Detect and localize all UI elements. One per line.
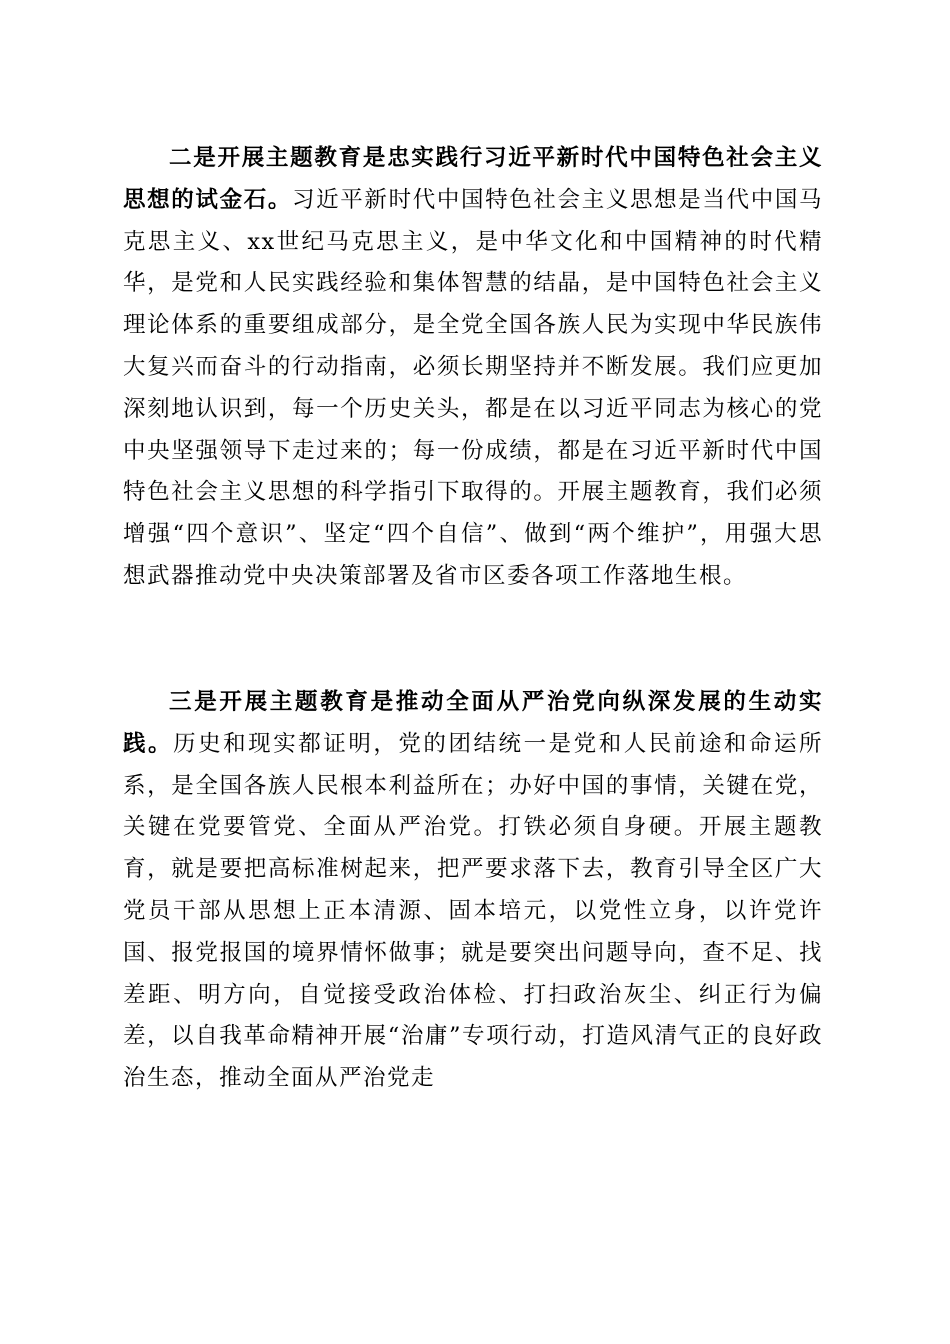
paragraph xyxy=(123,138,823,598)
paragraph-body: 历史和现实都证明，党的团结统一是党和人民前途和命运所系，是全国各族人民根本利益所在；办好中国的事情，关键在党，关键在党要管党、全面从严治党。打铁必须自身硬。开展主题教育，就是要把高标准树起来，把严要求落下去，教育引导全区广大党员干部从思想上正本清源、固本培元，以党性立身，以许党许国、报党报国的境界情怀做事；就是要突出问题导向，查不足、找差距、明方向，自觉接受政治体检、打扫政治灰尘、纠正行为偏差，以自我革命精神开展“治庸”专项行动，打造风清气正的良好政治生态，推动全面从严治党走 xyxy=(123,730,823,1092)
paragraph-lead: 二是开展主题教育是忠实践行习近平新时代中国特色社会主义思想的试金石。 xyxy=(123,145,823,213)
paragraph-block-2 xyxy=(123,682,823,1100)
paragraph-body: 习近平新时代中国特色社会主义思想是当代中国马克思主义、xx世纪马克思主义，是中华文化和中国精神的时代精华，是党和人民实践经验和集体智慧的结晶，是中国特色社会主义理论体系的重要组成部分，是全党全国各族人民为实现中华民族伟大复兴而奋斗的行动指南，必须长期坚持并不断发展。我们应更加深刻地认识到，每一个历史关头，都是在以习近平同志为核心的党中央坚强领导下走过来的；每一份成绩，都是在习近平新时代中国特色社会主义思想的科学指引下取得的。开展主题教育，我们必须增强“四个意识”、坚定“四个自信”、做到“两个维护”，用强大思想武器推动党中央决策部署及省市区委各项工作落地生根。 xyxy=(123,186,823,589)
paragraph-lead: 三是开展主题教育是推动全面从严治党向纵深发展的生动实践。 xyxy=(123,689,823,757)
paragraph-block-1 xyxy=(123,138,823,598)
paragraph xyxy=(123,682,823,1100)
